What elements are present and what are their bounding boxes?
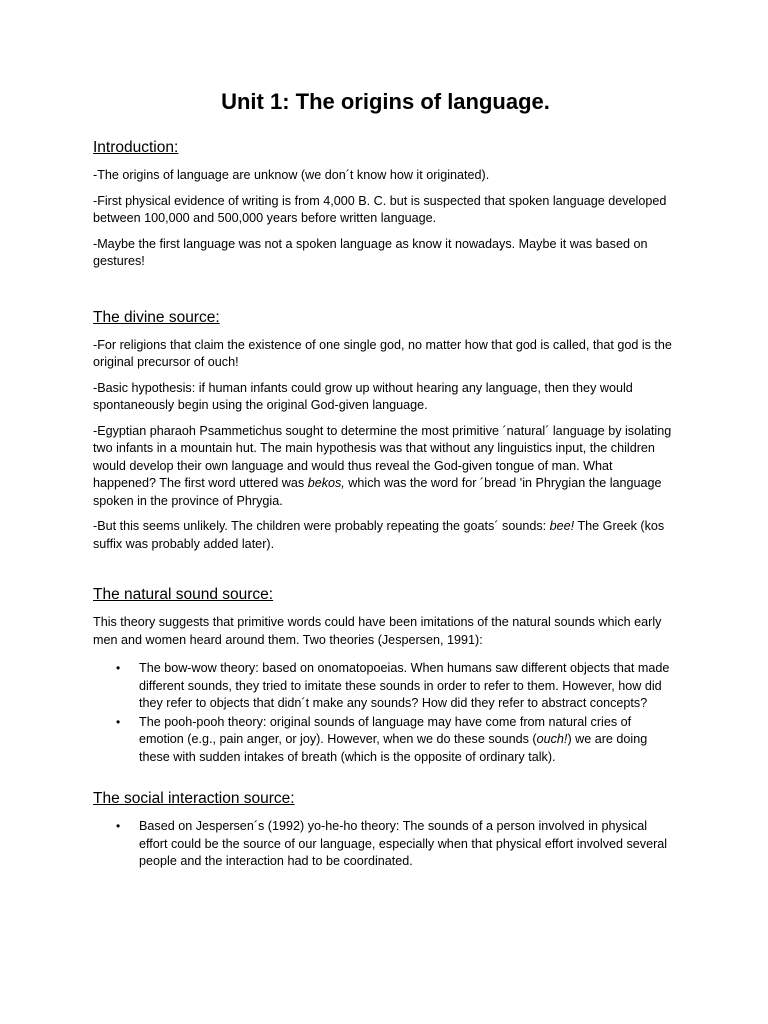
section-spacer — [93, 561, 678, 585]
section-divine-source — [93, 308, 678, 554]
section-spacer — [93, 767, 678, 789]
section-heading-social-interaction-source: The social interaction source: — [93, 790, 295, 807]
list-item-yo-he-ho — [93, 818, 678, 871]
section-natural-sound-source — [93, 585, 678, 766]
emphasis-ouch: ouch! — [536, 732, 568, 746]
list-item-text: Based on Jespersen´s (1992) yo-he-ho theory: The sounds of a person involved in physical effort could be the source of our language, especially when that physical effort involved several people and the interaction had to be coordinated. — [139, 819, 668, 868]
bullet-icon: • — [116, 714, 121, 729]
list-item-text: ) we are doing these with sudden intakes of breath (which is the opposite of ordinary talk). — [139, 732, 648, 764]
paragraph-goats — [93, 518, 678, 553]
bullet-list — [93, 818, 678, 871]
section-heading-divine-source: The divine source: — [93, 308, 220, 326]
section-heading-introduction: Introduction: — [93, 139, 179, 156]
list-item-text: The pooh-pooh theory: original sounds of language may have come from natural cries of emotion (e.g., pain anger, or joy). However, when we do these sounds ( — [139, 714, 632, 746]
paragraph-text: The Greek (kos suffix was probably added later). — [93, 519, 665, 551]
list-item-bow-wow — [93, 660, 678, 713]
emphasis-bekos: bekos, — [307, 476, 345, 490]
section-spacer — [93, 279, 678, 308]
paragraph: -Maybe the first language was not a spoken language as know it nowadays. Maybe it was based on gestures! — [93, 236, 648, 268]
paragraph: This theory suggests that primitive words could have been imitations of the natural sounds which early men and women heard around them. Two theories (Jespersen, 1991): — [93, 615, 662, 647]
page-title: Unit 1: The origins of language. — [221, 89, 550, 114]
paragraph: -The origins of language are unknow (we don´t know how it originated). — [93, 168, 490, 182]
paragraph-text: -Egyptian pharaoh Psammetichus sought to determine the most primitive ´natural´ language by isolating two infants in a mountain hut. The main hypothesis was that without any linguistics input, the children would develop their own language and would thus reveal the God-given tongue of man. What happened? The first word uttered was — [93, 423, 672, 490]
paragraph-text: -But this seems unlikely. The children were probably repeating the goats´ sounds: — [93, 519, 550, 533]
bullet-icon: • — [116, 661, 121, 675]
emphasis-bee: bee! — [549, 519, 575, 533]
section-introduction — [93, 138, 678, 271]
paragraph-text: which was the word for ´bread 'in Phrygian the language spoken in the province of Phrygia. — [93, 476, 662, 508]
paragraph: -For religions that claim the existence of one single god, no matter how that god is called, that god is the original precursor of ouch! — [93, 337, 672, 369]
paragraph: -Basic hypothesis: if human infants could grow up without hearing any language, then they would spontaneously begin using the original God-given language. — [93, 380, 633, 412]
bullet-icon: • — [116, 819, 121, 833]
bullet-list — [93, 660, 678, 766]
paragraph: -First physical evidence of writing is from 4,000 B. C. but is suspected that spoken language developed between 100,000 and 500,000 years before written language. — [93, 193, 667, 225]
paragraph-psammetichus — [93, 423, 678, 511]
section-social-interaction-source — [93, 789, 678, 871]
section-heading-natural-sound-source: The natural sound source: — [93, 586, 274, 603]
list-item-pooh-pooh — [93, 714, 678, 767]
list-item-text: The bow-wow theory: based on onomatopoeias. When humans saw different objects that made different sounds, they tried to imitate these sounds in order to refer to them. However, how did they refer to objects that didn´t make any sounds? How did they refer to abstract concepts? — [139, 661, 670, 710]
